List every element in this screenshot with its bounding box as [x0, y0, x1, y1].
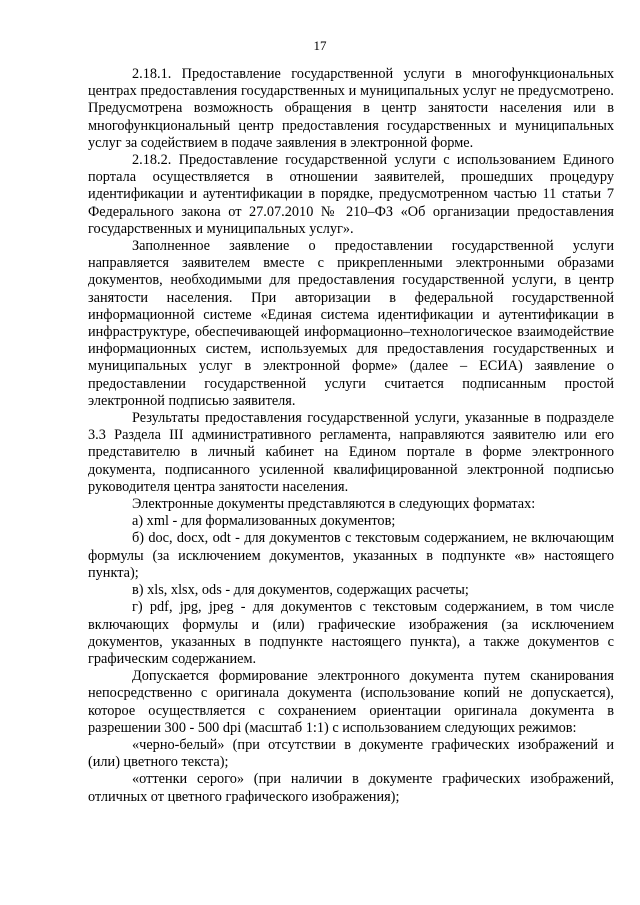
- paragraph-2-18-1: 2.18.1. Предоставление государственной услуги в многофункциональных центрах предоставления государственных и муниципальных услуг не предусмотрено. Предусмотрена возможность обращения в центр занятости населения или в многофункциональный центр предоставления государственных и муниципальных услуг за содействием в подаче заявления в электронной форме.: [88, 66, 614, 151]
- list-item-b: б) doc, docx, odt - для документов с текстовым содержанием, не включающим формулы (за исключением документов, указанных в подпункте «в» настоящего пункта);: [88, 530, 614, 581]
- paragraph-results: Результаты предоставления государственной услуги, указанные в подразделе 3.3 Раздела III административного регламента, направляются заявителю или его представителю в личный кабинет на Едином портале в форме электронного документа, подписанного усиленной квалифицированной электронной подписью руководителя центра занятости населения.: [88, 410, 614, 495]
- page-number: 17: [313, 38, 327, 53]
- document-body: [88, 66, 614, 806]
- paragraph-application-submission: Заполненное заявление о предоставлении государственной услуги направляется заявителем вместе с прикрепленными электронными образами документов, необходимыми для предоставления государственной услуги, в центр занятости населения. При авторизации в федеральной государственной информационной системе «Единая система идентификации и аутентификации в инфраструктуре, обеспечивающей информационно–технологическое взаимодействие информационных систем, используемых для предоставления государственных и муниципальных услуг в электронной форме» (далее – ЕСИА) заявление о предоставлении государственной услуги считается подписанным простой электронной подписью заявителя.: [88, 238, 614, 409]
- list-item-a: а) xml - для формализованных документов;: [132, 513, 396, 530]
- paragraph-2-18-2: 2.18.2. Предоставление государственной услуги с использованием Единого портала осуществляется в отношении заявителей, прошедших процедуру идентификации и аутентификации в порядке, предусмотренном частью 11 статьи 7 Федерального закона от 27.07.2010 № 210–ФЗ «Об организации предоставления государственных и муниципальных услуг».: [88, 152, 614, 237]
- paragraph-formats-intro: Электронные документы представляются в следующих форматах:: [132, 496, 536, 513]
- mode-grayscale: «оттенки серого» (при наличии в документе графических изображений, отличных от цветного графического изображения);: [88, 771, 614, 805]
- mode-black-white: «черно-белый» (при отсутствии в документе графических изображений и (или) цветного текста);: [88, 736, 614, 771]
- paragraph-scanning: Допускается формирование электронного документа путем сканирования непосредственно с оригинала документа (использование копий не допускается), которое осуществляется с сохранением ориентации оригинала документа в разрешении 300 - 500 dpi (масштаб 1:1) с использованием следующих режимов:: [88, 668, 614, 736]
- list-item-g: г) pdf, jpg, jpeg - для документов с текстовым содержанием, в том числе включающих формулы и (или) графические изображения (за исключением документов, указанных в подпункте настоящего пункта), а также документов с графическим содержанием.: [88, 599, 614, 667]
- list-item-v: в) xls, xlsx, ods - для документов, содержащих расчеты;: [132, 582, 469, 599]
